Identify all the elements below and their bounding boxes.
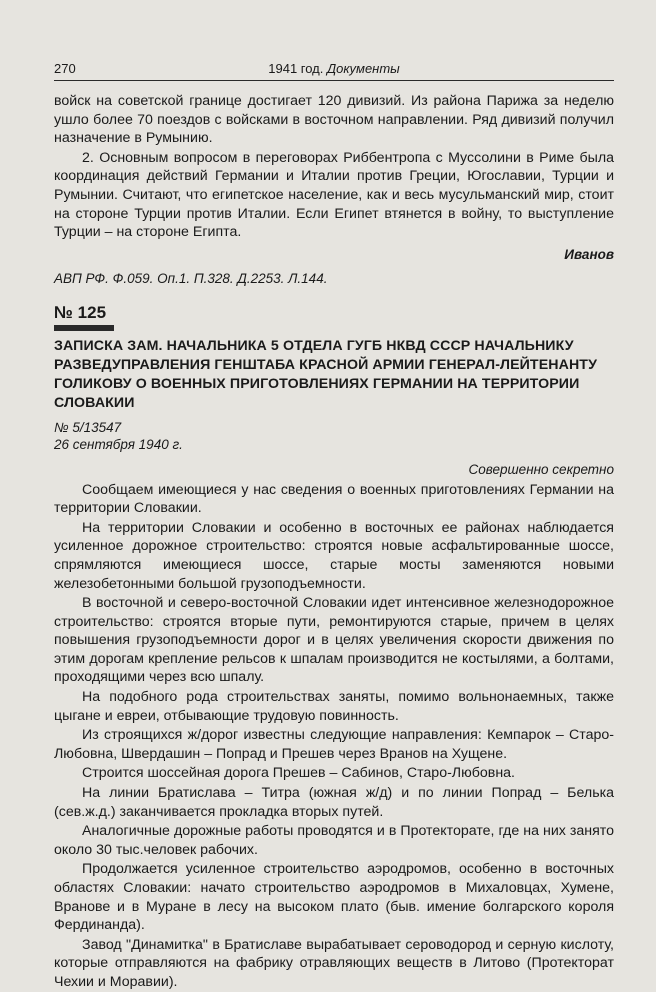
body-paragraph: На территории Словакии и особенно в восточных ее районах наблюдается усиленное дорожное строительство: строятся новые асфальтированные шоссе, спрямляются имеющиеся шоссе, старые мосты заменяются новыми железобетонными большой грузоподъемности. (54, 519, 614, 592)
body-paragraph: На линии Братислава – Титра (южная ж/д) и по линии Попрад – Белька (сев.ж.д.) заканчивается прокладка вторых путей. (54, 785, 614, 820)
body-paragraph: В восточной и северо-восточной Словакии идет интенсивное железнодорожное строительство: строятся вторые пути, ремонтируются старые, причем в целях повышения грузоподъемности дорог и в целях увеличения скорости движения по этим дорогам крепление рельсов к шпалам производится не костылями, а болтами, проходящими через всю шпалу. (54, 595, 614, 686)
body-paragraph: Аналогичные дорожные работы проводятся и в Протекторате, где на них занято около 30 тыс.человек рабочих. (54, 823, 614, 858)
document-date: 26 сентября 1940 г. (54, 436, 183, 452)
document-number-bar (54, 325, 114, 331)
registration-number: № 5/13547 (54, 419, 122, 435)
body-paragraph: Продолжается усиленное строительство аэродромов, особенно в восточных областях Словакии: начато строительство аэродромов в Михаловцах, Хумене, Вранове и в Муране в лесу на высоком плато (быв. имение болгарского короля Фердинанда). (54, 861, 614, 934)
header-book-title: Документы (327, 61, 400, 76)
running-title (54, 60, 614, 78)
classification-mark: Совершенно секретно (468, 461, 614, 477)
page-number: 270 (54, 61, 76, 76)
body-paragraph: Строится шоссейная дорога Прешев – Сабинов, Старо-Любовна. (82, 765, 515, 782)
signature: Иванов (564, 246, 614, 262)
archive-reference: АВП РФ. Ф.059. Оп.1. П.328. Д.2253. Л.144. (54, 271, 328, 287)
body-paragraph: Из строящихся ж/дорог известны следующие направления: Кемпарок – Старо-Любовна, Швердашин – Попрад и Прешев через Вранов на Хущене. (54, 727, 614, 762)
header-rule (54, 80, 614, 81)
body-paragraph: Завод "Динамитка" в Братиславе вырабатывает сероводород и серную кислоту, которые отправляются на фабрику отравляющих веществ в Литово (Протекторат Чехии и Моравии). (54, 936, 614, 990)
prev-doc-paragraph: 2. Основным вопросом в переговорах Риббентропа с Муссолини в Риме была координация действий Германии и Италии против Греции, Югославии, Турции и Румынии. Считают, что египетское население, как и весь мусульманский мир, стоит на стороне Турции против Италии. Если Египет втянется в войну, то выступление Турции – на стороне Египта. (54, 149, 614, 241)
prev-doc-paragraph: войск на советской границе достигает 120 дивизий. Из района Парижа за неделю ушло более 70 поездов с войсками в восточном направлении. Ряд дивизий получил назначение в Румынию. (54, 93, 614, 147)
body-paragraph: На подобного рода строительствах заняты, помимо вольнонаемных, также цыгане и евреи, отбывающие трудовую повинность. (54, 689, 614, 724)
document-heading: ЗАПИСКА ЗАМ. НАЧАЛЬНИКА 5 ОТДЕЛА ГУГБ НКВД СССР НАЧАЛЬНИКУ РАЗВЕДУПРАВЛЕНИЯ ГЕНШТАБА КРАСНОЙ АРМИИ ГЕНЕРАЛ-ЛЕЙТЕНАНТУ ГОЛИКОВУ О ВОЕННЫХ ПРИГОТОВЛЕНИЯХ ГЕРМАНИИ НА ТЕРРИТОРИИ СЛОВАКИИ (54, 337, 597, 411)
running-header (54, 60, 614, 78)
header-year: 1941 год. (268, 61, 324, 76)
document-number: № 125 (54, 302, 107, 322)
page-content (54, 92, 614, 992)
body-paragraph: Сообщаем имеющиеся у нас сведения о военных приготовлениях Германии на территории Словакии. (54, 481, 614, 517)
